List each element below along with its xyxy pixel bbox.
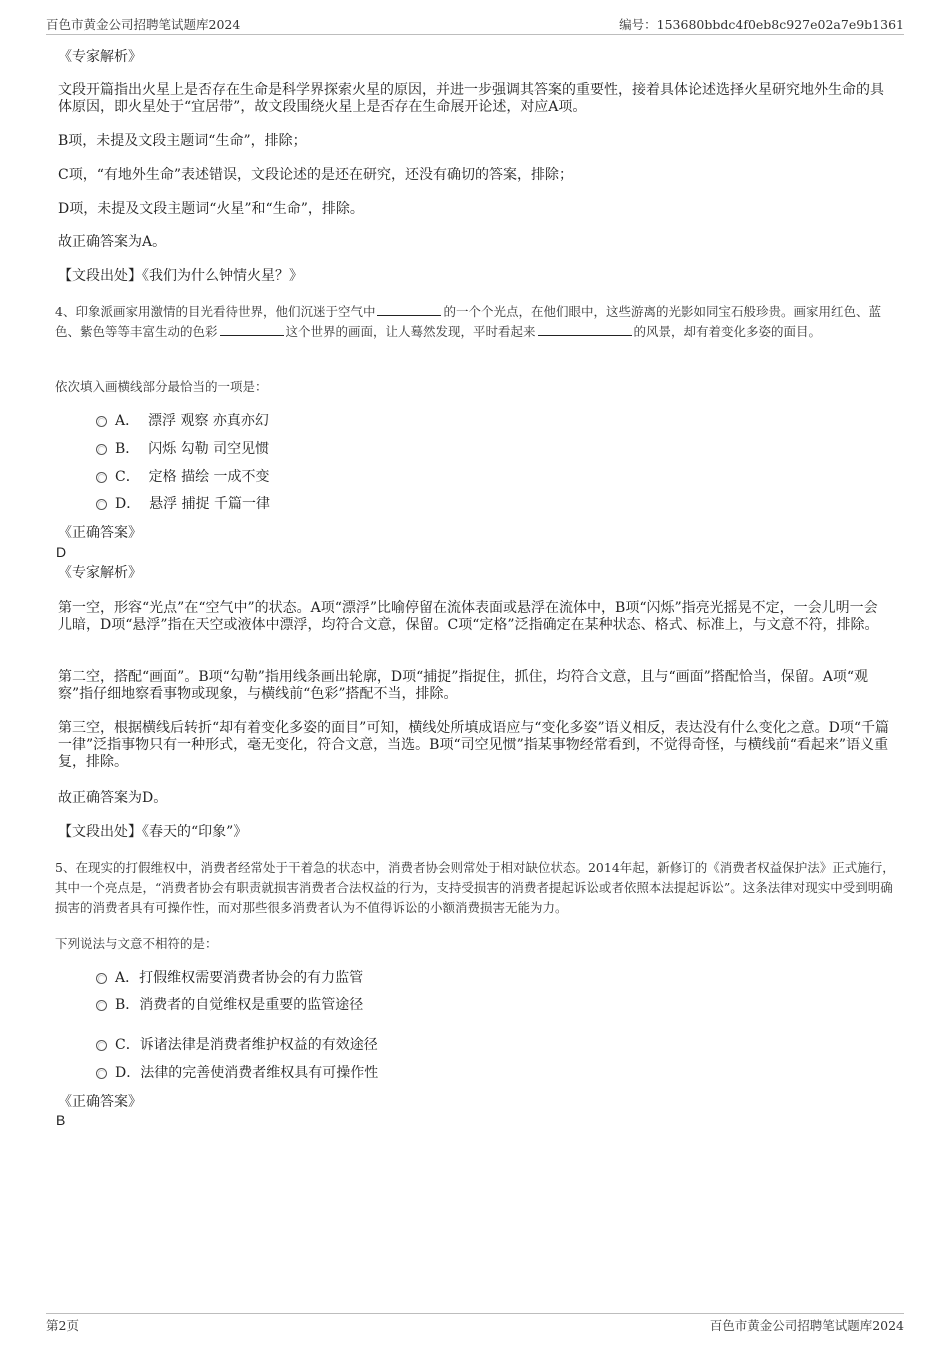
header-serial: 编号：153680bbdc4f0eb8c927e02a7e9b1361 [619, 17, 904, 32]
q4-analysis-3: 第三空，根据横线后转折“却有着变化多姿的面目”可知，横线处所填成语应与“变化多姿”语义相反，表达没有什么变化之意。D项“千篇一律”泛指事物只有一种形式，毫无变化，符合文意，当选。B项“司空见惯”指某事物经常看到，不觉得奇怪，与横线前“看起来”语义重复，排除。 [58, 720, 890, 770]
q4-expert-title: 《专家解析》 [58, 565, 142, 581]
q5-option-d[interactable]: D．法律的完善使消费者维权具有可操作性 [96, 1064, 378, 1082]
q5-option-c[interactable]: C．诉诸法律是消费者维护权益的有效途径 [96, 1036, 378, 1054]
radio-icon[interactable] [96, 499, 107, 510]
q3-conclusion: 故正确答案为A。 [58, 234, 167, 250]
q3-analysis-4: D项，未提及文段主题词“火星”和“生命”，排除。 [58, 201, 364, 217]
radio-icon[interactable] [96, 444, 107, 455]
radio-icon[interactable] [96, 472, 107, 483]
blank-2 [220, 322, 284, 336]
radio-icon[interactable] [96, 1040, 107, 1051]
q5-answer-title: 《正确答案》 [58, 1094, 142, 1110]
radio-icon[interactable] [96, 416, 107, 427]
q5-option-a[interactable]: A．打假维权需要消费者协会的有力监管 [96, 969, 363, 987]
q3-expert-title: 《专家解析》 [58, 49, 142, 65]
page-number: 第2页 [46, 1318, 79, 1333]
page-footer [46, 1313, 904, 1333]
q3-analysis-2: B项，未提及文段主题词“生命”，排除； [58, 133, 307, 149]
q4-option-b[interactable]: B． 闪烁 勾勒 司空见惯 [96, 440, 269, 458]
q4-prompt: 依次填入画横线部分最恰当的一项是： [55, 379, 268, 394]
q4-analysis-2: 第二空，搭配“画面”。B项“勾勒”指用线条画出轮廓，D项“捕捉”指捉住，抓住，均符合文意，且与“画面”搭配恰当，保留。A项“观察”指仔细地察看事物或现象，与横线前“色彩”搭配不当，排除。 [58, 669, 869, 702]
q4-answer-title: 《正确答案》 [58, 525, 142, 541]
q4-analysis-1: 第一空，形容“光点”在“空气中”的状态。A项“漂浮”比喻停留在流体表面或悬浮在流体中，B项“闪烁”指亮光摇晃不定，一会儿明一会儿暗，D项“悬浮”指在天空或液体中漂浮，均符合文意，保留。C项“定格”泛指确定在某种状态、格式、标准上，与文意不符，排除。 [58, 600, 879, 633]
footer-title: 百色市黄金公司招聘笔试题库2024 [709, 1318, 904, 1333]
q4-answer: D [56, 544, 67, 560]
q5-answer: B [56, 1112, 66, 1128]
blank-3 [538, 322, 632, 336]
page-header [46, 14, 904, 35]
q3-analysis-3: C项，“有地外生命”表述错误，文段论述的是还在研究，还没有确切的答案，排除； [58, 167, 574, 183]
q3-analysis-1: 文段开篇指出火星上是否存在生命是科学界探索火星的原因，并进一步强调其答案的重要性，接着具体论述选择火星研究地外生命的具体原因，即火星处于“宜居带”，故文段围绕火星上是否存在生命展开论述，对应A项。 [58, 82, 884, 115]
q3-source: 【文段出处】《我们为什么钟情火星？》 [58, 268, 303, 284]
q4-option-a[interactable]: A． 漂浮 观察 亦真亦幻 [96, 412, 269, 430]
q4-stem: 4、印象派画家用激情的目光看待世界，他们沉迷于空气中 的一个个光点，在他们眼中，这些游离的光影如同宝石般珍贵。画家用红色、蓝色、紫色等等丰富生动的色彩 这个世界的画面，让人蓦然发现，平时看起来 的风景，却有着变化多姿的面目。 [55, 304, 881, 339]
header-title: 百色市黄金公司招聘笔试题库2024 [46, 17, 241, 32]
q5-option-b[interactable]: B．消费者的自觉维权是重要的监管途径 [96, 996, 363, 1014]
q5-stem: 5、在现实的打假维权中，消费者经常处于干着急的状态中，消费者协会则常处于相对缺位状态。2014年起，新修订的《消费者权益保护法》正式施行，其中一个亮点是，“消费者协会有职责就损害消费者合法权益的行为，支持受损害的消费者提起诉讼或者依照本法提起诉讼”。这条法律对现实中受到明确损害的消费者具有可操作性，而对那些很多消费者认为不值得诉讼的小额消费损害无能为力。 [55, 860, 895, 915]
blank-1 [377, 302, 441, 316]
radio-icon[interactable] [96, 973, 107, 984]
q4-source: 【文段出处】《春天的“印象”》 [58, 824, 248, 840]
radio-icon[interactable] [96, 1000, 107, 1011]
q4-conclusion: 故正确答案为D。 [58, 790, 168, 806]
q4-option-c[interactable]: C． 定格 描绘 一成不变 [96, 468, 270, 486]
radio-icon[interactable] [96, 1068, 107, 1079]
q4-option-d[interactable]: D． 悬浮 捕捉 千篇一律 [96, 495, 270, 513]
q5-prompt: 下列说法与文意不相符的是： [55, 936, 218, 951]
